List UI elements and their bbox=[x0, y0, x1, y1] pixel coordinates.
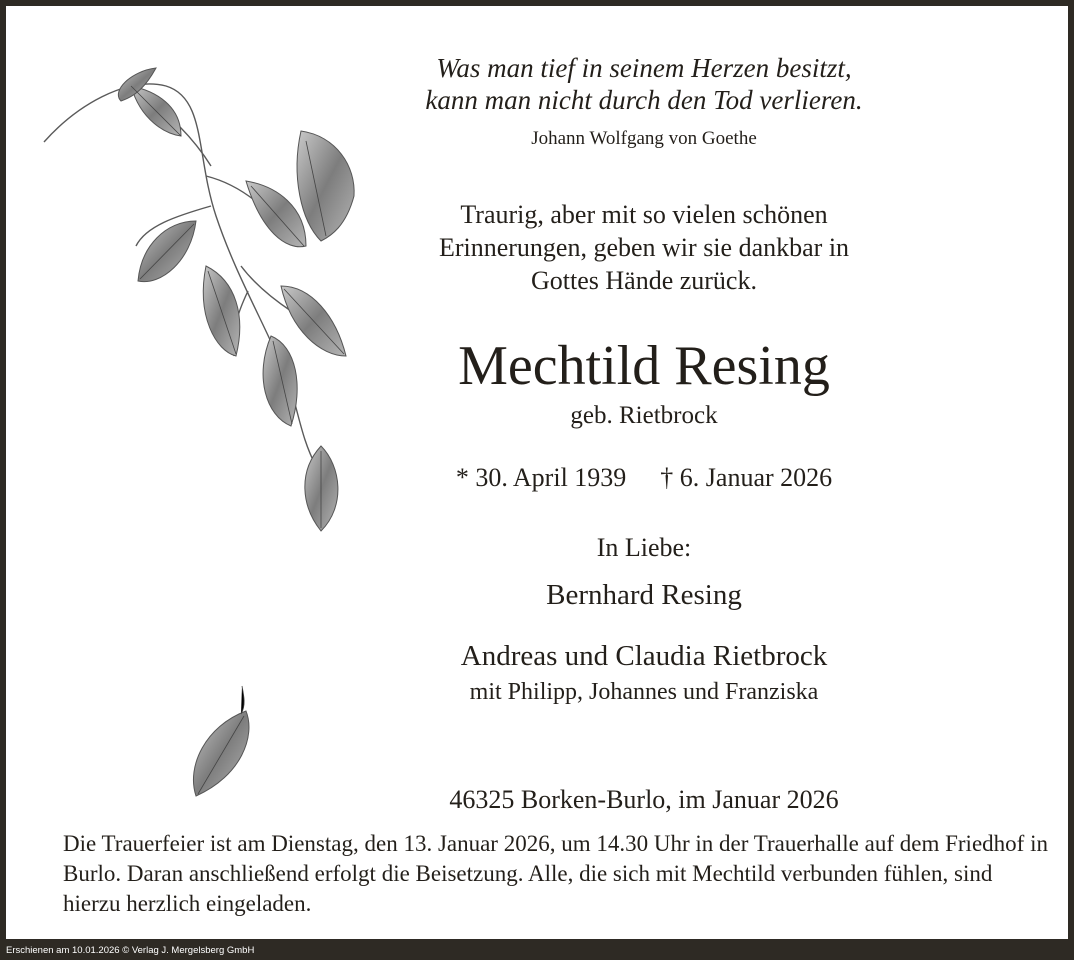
quote-author: Johann Wolfgang von Goethe bbox=[531, 128, 757, 149]
life-dates bbox=[376, 463, 912, 493]
sentiment-text bbox=[376, 198, 912, 297]
sentiment-line: Gottes Hände zurück. bbox=[531, 266, 757, 295]
quote-line: kann man nicht durch den Tod verlieren. bbox=[425, 85, 863, 115]
maiden-name: geb. Rietbrock bbox=[570, 402, 718, 429]
birth-date: * 30. April 1939 bbox=[455, 463, 627, 492]
goethe-quote bbox=[376, 52, 912, 116]
quote-line: Was man tief in seinem Herzen besitzt, bbox=[436, 53, 852, 83]
death-date: † 6. Januar 2026 bbox=[660, 463, 833, 492]
mourner-name: Andreas und Claudia Rietbrock bbox=[460, 640, 828, 672]
obituary-card bbox=[6, 6, 1068, 939]
in-love-label: In Liebe: bbox=[596, 533, 692, 562]
mourner-name: mit Philipp, Johannes und Franziska bbox=[469, 679, 819, 705]
sentiment-line: Traurig, aber mit so vielen schönen bbox=[460, 200, 828, 229]
service-text: Die Trauerfeier ist am Dienstag, den 13. Januar 2026, um 14.30 Uhr in der Trauerhalle auf dem Friedhof in Burlo. Daran anschließend erfolgt die Beisetzung. Alle, die sich mit Mechtild verbunden fühlen, sind hierzu herzlich eingeladen. bbox=[63, 831, 1048, 916]
mourner-name: Bernhard Resing bbox=[546, 579, 742, 611]
sentiment-line: Erinnerungen, geben wir sie dankbar in bbox=[438, 233, 850, 262]
birch-leaves-icon bbox=[36, 46, 366, 826]
publication-footer: Erschienen am 10.01.2026 © Verlag J. Mergelsberg GmbH bbox=[6, 945, 255, 956]
deceased-name: Mechtild Resing bbox=[458, 335, 830, 397]
place-date: 46325 Borken-Burlo, im Januar 2026 bbox=[449, 785, 839, 814]
